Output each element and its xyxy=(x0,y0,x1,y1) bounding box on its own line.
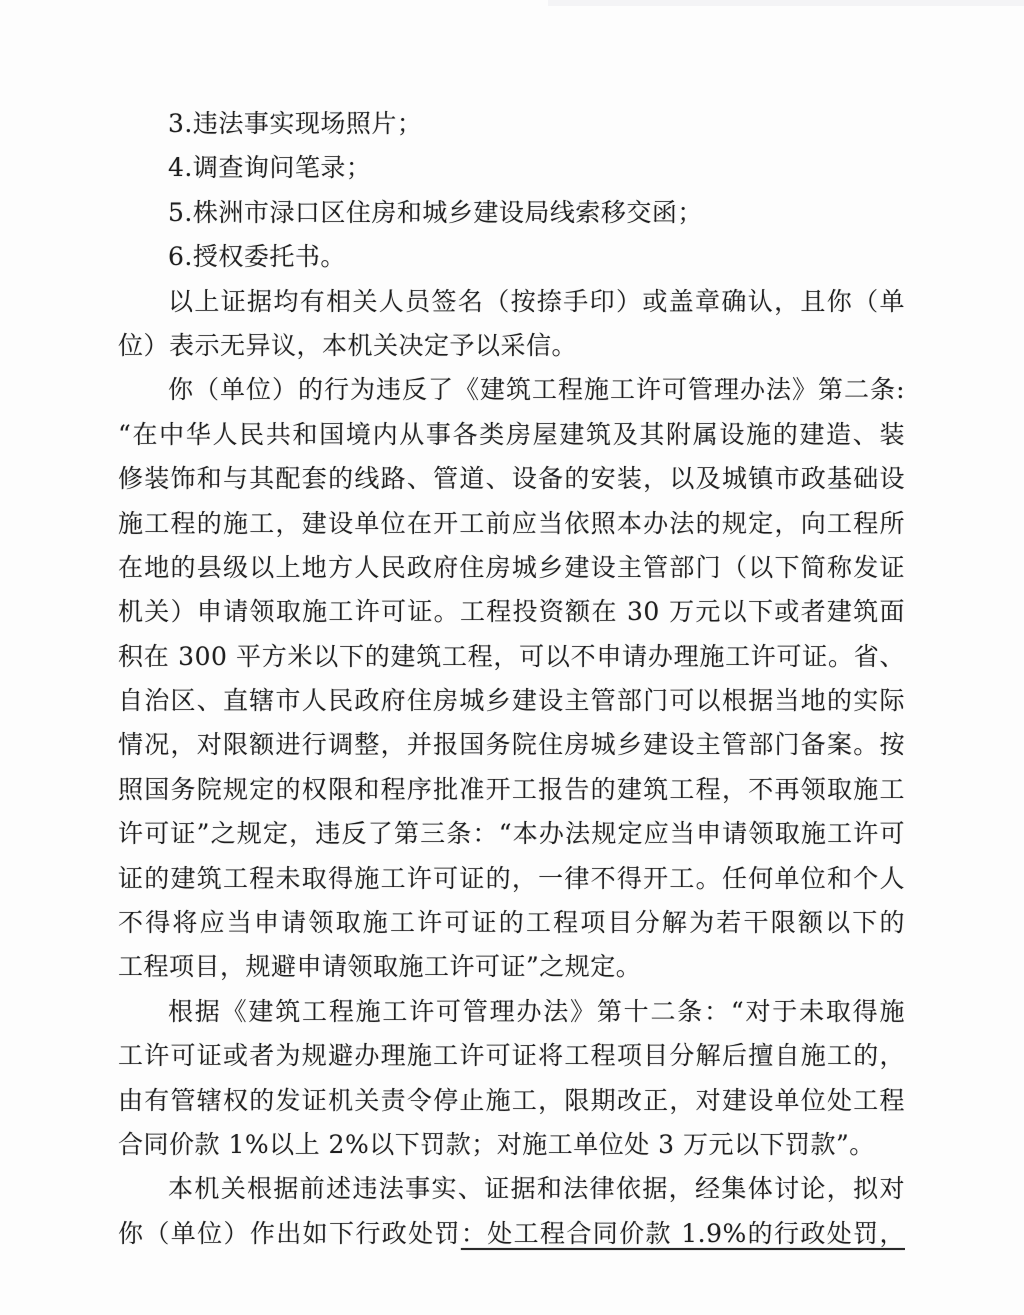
document-line xyxy=(118,679,905,723)
document-line xyxy=(118,1034,905,1078)
line-text: 4.调查询问笔录； xyxy=(168,153,372,183)
line-text: 由有管辖权的发证机关责令停止施工，限期改正，对建设单位处工程 xyxy=(118,1085,905,1115)
line-text: 修装饰和与其配套的线路、管道、设备的安装，以及城镇市政基础设 xyxy=(118,464,905,494)
line-text: 根据《建筑工程施工许可管理办法》第十二条：“对于未取得施 xyxy=(168,996,905,1026)
document-line xyxy=(118,457,905,501)
document-line xyxy=(118,413,905,457)
document-line xyxy=(118,812,905,856)
line-text: 在地的县级以上地方人民政府住房城乡建设主管部门（以下简称发证 xyxy=(118,552,905,582)
document-line xyxy=(118,102,905,146)
line-text: 自治区、直辖市人民政府住房城乡建设主管部门可以根据当地的实际 xyxy=(118,686,905,716)
line-text: 机关）申请领取施工许可证。工程投资额在 30 万元以下或者建筑面 xyxy=(118,597,905,627)
line-text: 5.株洲市渌口区住房和城乡建设局线索移交函； xyxy=(168,197,703,227)
line-text: 证的建筑工程未取得施工许可证的，一律不得开工。任何单位和个人 xyxy=(118,863,905,893)
document-body xyxy=(118,102,905,1256)
document-line xyxy=(118,945,905,989)
document-line xyxy=(118,368,905,412)
line-text: 许可证”之规定，违反了第三条：“本办法规定应当申请领取施工许可 xyxy=(118,819,905,849)
line-text: 你（单位）的行为违反了《建筑工程施工许可管理办法》第二条: xyxy=(168,375,905,405)
line-text: 积在 300 平方米以下的建筑工程，可以不申请办理施工许可证。省、 xyxy=(118,641,905,671)
line-text: 位）表示无异议，本机关决定予以采信。 xyxy=(118,330,578,360)
line-text: 情况，对限额进行调整，并报国务院住房城乡建设主管部门备案。按 xyxy=(118,730,905,760)
document-line xyxy=(118,723,905,767)
document-line xyxy=(118,857,905,901)
line-text: 照国务院规定的权限和程序批准开工报告的建筑工程，不再领取施工 xyxy=(118,774,905,804)
document-line xyxy=(118,901,905,945)
penalty-underlined-text: ：处工程合同价款 1.9%的行政处罚， xyxy=(460,1218,905,1248)
line-text: 本机关根据前述违法事实、证据和法律依据，经集体讨论，拟对 xyxy=(168,1174,905,1204)
document-line xyxy=(118,280,905,324)
line-text: “在中华人民共和国境内从事各类房屋建筑及其附属设施的建造、装 xyxy=(118,419,905,449)
line-text: 工许可证或者为规避办理施工许可证将工程项目分解后擅自施工的， xyxy=(118,1041,905,1071)
line-text: 3.违法事实现场照片； xyxy=(168,109,423,138)
line-text: 工程项目，规避申请领取施工许可证”之规定。 xyxy=(118,952,642,982)
document-line xyxy=(118,324,905,368)
document-line xyxy=(118,502,905,546)
document-line xyxy=(118,546,905,590)
line-text: 6.授权委托书。 xyxy=(168,242,346,272)
document-line xyxy=(118,768,905,812)
document-line xyxy=(118,1167,905,1211)
document-line xyxy=(118,191,905,235)
document-line xyxy=(118,635,905,679)
document-line xyxy=(118,990,905,1034)
line-text: 你（单位）作出如下行政处罚 xyxy=(118,1218,461,1248)
document-line xyxy=(118,1079,905,1123)
scan-artifact-strip xyxy=(548,0,1024,6)
document-line xyxy=(118,1212,905,1256)
document-line xyxy=(118,1123,905,1167)
document-line xyxy=(118,235,905,279)
document-line xyxy=(118,146,905,190)
line-text: 合同价款 1%以上 2%以下罚款；对施工单位处 3 万元以下罚款”。 xyxy=(118,1129,875,1159)
line-text: 不得将应当申请领取施工许可证的工程项目分解为若干限额以下的 xyxy=(118,908,905,938)
line-text: 以上证据均有相关人员签名（按捺手印）或盖章确认，且你（单 xyxy=(168,286,905,316)
document-line xyxy=(118,590,905,634)
line-text: 施工程的施工，建设单位在开工前应当依照本办法的规定，向工程所 xyxy=(118,508,905,538)
